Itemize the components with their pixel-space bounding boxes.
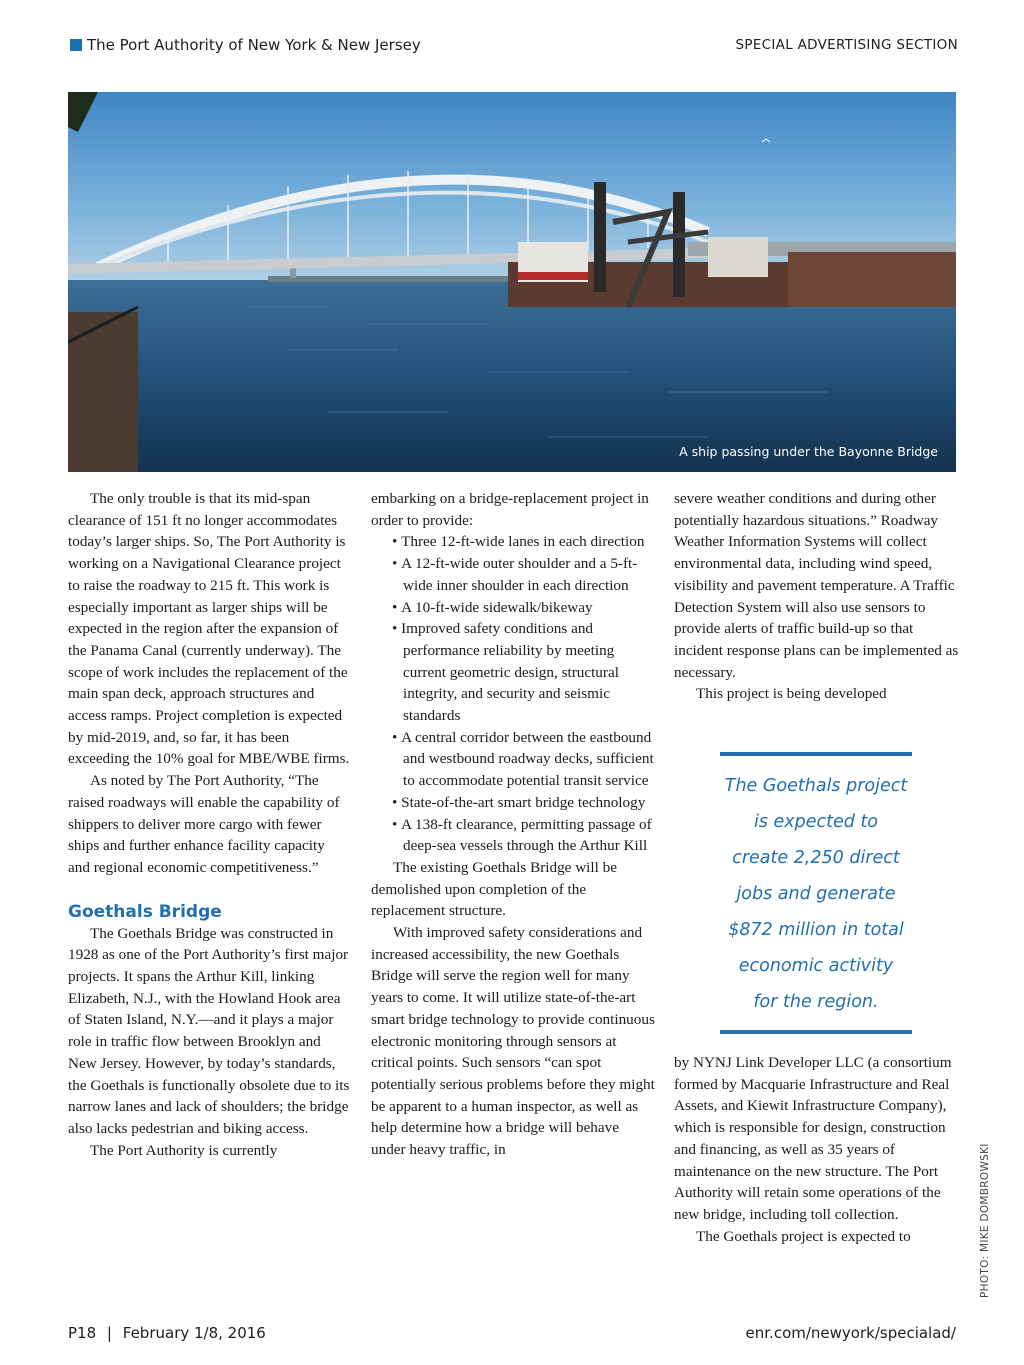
section-label: SPECIAL ADVERTISING SECTION — [735, 37, 958, 53]
publisher-header — [70, 36, 421, 54]
paragraph: The existing Goethals Bridge will be demolished upon completion of the replacement structure. — [371, 858, 617, 920]
pull-quote-line: jobs and generate — [736, 884, 896, 904]
article-column-3-top — [674, 488, 959, 705]
pull-quote-line: is expected to — [753, 812, 879, 832]
paragraph: The Goethals project is expected to — [696, 1227, 911, 1245]
list-item: • A 12-ft-wide outer shoulder and a 5-ft-wide inner shoulder in each direction — [392, 555, 638, 594]
bridge-photo-illustration — [68, 92, 956, 472]
pull-quote-line: economic activity — [738, 956, 894, 976]
list-item: • Improved safety conditions and performance reliability by meeting current geometric design, structural integrity, and security and seismic standards — [392, 620, 619, 725]
paragraph: The only trouble is that its mid-span clearance of 151 ft no longer accommodates today’s larger ships. So, The Port Authority is working on a Navigational Clearance project to raise the roadway to 215 ft. This work is especially important as larger ships will be expected in the region after the expansion of the Panama Canal (currently underway). The scope of work includes the replacement of the main span deck, approach structures and access ramps. Project completion is expected by mid-2019, and, so far, it has been exceeding the 10% goal for MBE/WBE firms. — [68, 490, 350, 768]
pull-quote-text — [720, 756, 912, 1030]
footer-divider: | — [106, 1324, 112, 1342]
paragraph: The Goethals Bridge was constructed in 1928 as one of the Port Authority’s first major projects. It spans the Arthur Kill, linking Elizabeth, N.J., with the Howland Hook area of Staten Island, N.Y.—and it plays a major role in traffic flow between Brooklyn and New Jersey. However, by today’s standards, the Goethals is functionally obsolete due to its narrow lanes and lack of shoulders; the bridge also lacks pedestrian and biking access. — [68, 924, 350, 1137]
pull-quote-bottom-rule — [720, 1030, 912, 1034]
pull-quote-line: The Goethals project — [724, 776, 908, 796]
list-item: • State-of-the-art smart bridge technology — [392, 793, 646, 811]
paragraph: by NYNJ Link Developer LLC (a consortium formed by Macquarie Infrastructure and Real Assets, and Kiewit Infrastructure Company), which is responsible for design, construction and financing, as well as 35 years of maintenance on the new structure. The Port Authority will retain some operations of the new bridge, including toll collection. — [674, 1054, 952, 1223]
section-heading-goethals: Goethals Bridge — [68, 901, 222, 922]
blue-square-icon — [70, 39, 82, 51]
list-item: • A 138-ft clearance, permitting passage of deep-sea vessels through the Arthur Kill — [392, 815, 652, 855]
article-column-3-bottom — [674, 1052, 959, 1247]
article-column-1 — [68, 488, 350, 1161]
paragraph: embarking on a bridge-replacement project in order to provide: — [371, 490, 649, 529]
list-item: • Three 12-ft-wide lanes in each direction — [392, 533, 645, 551]
pull-quote-line: for the region. — [753, 992, 879, 1012]
photo-credit — [979, 1143, 993, 1298]
paragraph: As noted by The Port Authority, “The raised roadways will enable the capability of shippers to deliver more cargo with fewer ships and further enhance facility capacity and regional economic competitiveness.” — [68, 772, 340, 876]
paragraph: This project is being developed — [696, 685, 887, 703]
list-item: • A 10-ft-wide sidewalk/bikeway — [392, 598, 593, 616]
paragraph: The Port Authority is currently — [90, 1141, 278, 1159]
pull-quote-line: $872 million in total — [728, 920, 904, 940]
paragraph: severe weather conditions and during other potentially hazardous situations.” Roadway Weather Information Systems will collect environmental data, including wind speed, visibility and pavement temperature. A Traffic Detection System will also use sensors to provide alerts of traffic build-up so that incident response plans can be implemented as necessary. — [674, 490, 959, 681]
pull-quote-line: create 2,250 direct — [732, 848, 900, 868]
publisher-name: The Port Authority of New York & New Jersey — [87, 36, 421, 54]
page-number: P18 — [68, 1324, 97, 1342]
bayonne-bridge-photo — [68, 92, 956, 472]
photo-credit-text: PHOTO: MIKE DOMBROWSKI — [979, 1143, 991, 1298]
article-column-2 — [371, 488, 656, 1161]
page-footer-left — [68, 1324, 266, 1342]
footer-url: enr.com/newyork/specialad/ — [745, 1324, 956, 1342]
paragraph: With improved safety considerations and increased accessibility, the new Goethals Bridge will serve the region well for many years to come. It will utilize state-of-the-art smart bridge technology to provide continuous electronic monitoring through sensors at critical points. Such sensors “can spot potentially serious problems before they might be apparent to a human inspector, as well as help determine how a bridge will behave under heavy traffic, in — [371, 924, 655, 1159]
photo-caption: A ship passing under the Bayonne Bridge — [679, 444, 938, 459]
list-item: • A central corridor between the eastbound and westbound roadway decks, sufficient to accommodate potential transit service — [392, 728, 654, 790]
issue-date: February 1/8, 2016 — [122, 1324, 266, 1342]
pull-quote — [720, 752, 912, 1034]
